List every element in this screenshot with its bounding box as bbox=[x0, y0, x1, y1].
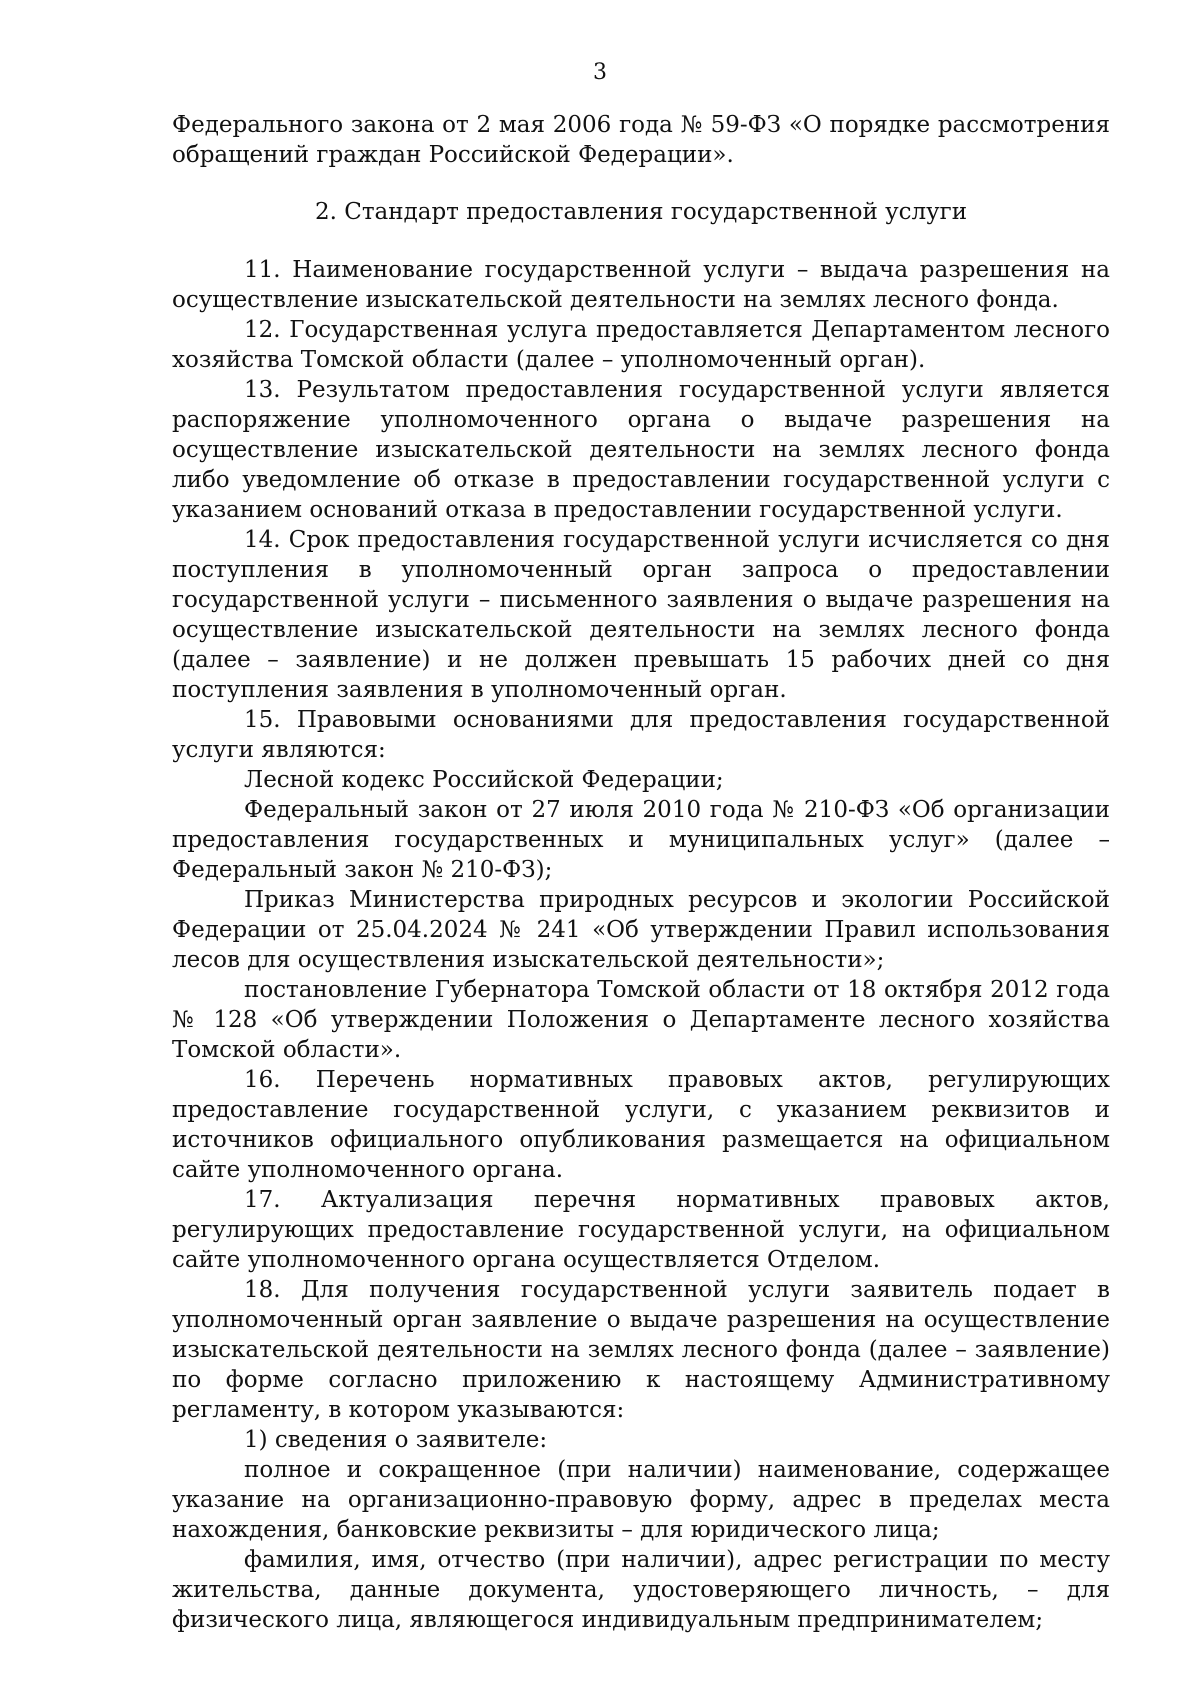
paragraph-12: 12. Государственная услуга предоставляется Департаментом лесного хозяйства Томской области (далее – уполномоченный орган). bbox=[172, 317, 1110, 373]
list-item-forest-code: Лесной кодекс Российской Федерации; bbox=[244, 767, 724, 793]
paragraph-17: 17. Актуализация перечня нормативных правовых актов, регулирующих предоставление государственной услуги, на официальном сайте уполномоченного органа осуществляется Отделом. bbox=[172, 1187, 1110, 1273]
list-item-governor-decree: постановление Губернатора Томской области от 18 октября 2012 года № 128 «Об утверждении Положения о Департаменте лесного хозяйства Томской области». bbox=[172, 977, 1110, 1063]
paragraph-18: 18. Для получения государственной услуги заявитель подает в уполномоченный орган заявление о выдаче разрешения на осуществление изыскательской деятельности на землях лесного фонда (далее – заявление) по форме согласно приложению к настоящему Административному регламенту, в котором указываются: bbox=[172, 1277, 1110, 1423]
subitem-legal-entity: полное и сокращенное (при наличии) наименование, содержащее указание на организационно-правовую форму, адрес в пределах места нахождения, банковские реквизиты – для юридического лица; bbox=[172, 1457, 1110, 1543]
page-number: 3 bbox=[593, 60, 607, 85]
paragraph-11: 11. Наименование государственной услуги – выдача разрешения на осуществление изыскательской деятельности на землях лесного фонда. bbox=[172, 257, 1110, 313]
paragraph-15: 15. Правовыми основаниями для предоставления государственной услуги являются: bbox=[172, 707, 1110, 763]
list-item-ministry-order: Приказ Министерства природных ресурсов и экологии Российской Федерации от 25.04.2024 № 241 «Об утверждении Правил использования лесов для осуществления изыскательской деятельности»; bbox=[172, 887, 1110, 973]
subitem-individual-entrepreneur: фамилия, имя, отчество (при наличии), адрес регистрации по месту жительства, данные документа, удостоверяющего личность, – для физического лица, являющегося индивидуальным предпринимателем; bbox=[172, 1547, 1110, 1633]
subitem-applicant-info: 1) сведения о заявителе: bbox=[244, 1427, 548, 1453]
paragraph-16: 16. Перечень нормативных правовых актов, регулирующих предоставление государственной услуги, с указанием реквизитов и источников официального опубликования размещается на официальном сайте уполномоченного органа. bbox=[172, 1067, 1110, 1183]
paragraph-13: 13. Результатом предоставления государственной услуги является распоряжение уполномоченного органа о выдаче разрешения на осуществление изыскательской деятельности на землях лесного фонда либо уведомление об отказе в предоставлении государственной услуги с указанием оснований отказа в предоставлении государственной услуги. bbox=[172, 377, 1110, 523]
section-heading: 2. Стандарт предоставления государственной услуги bbox=[314, 199, 968, 225]
intro-paragraph: Федерального закона от 2 мая 2006 года № 59-ФЗ «О порядке рассмотрения обращений граждан Российской Федерации». bbox=[172, 112, 1110, 168]
paragraph-14: 14. Срок предоставления государственной услуги исчисляется со дня поступления в уполномоченный орган запроса о предоставлении государственной услуги – письменного заявления о выдаче разрешения на осуществление изыскательской деятельности на землях лесного фонда (далее – заявление) и не должен превышать 15 рабочих дней со дня поступления заявления в уполномоченный орган. bbox=[172, 527, 1110, 703]
list-item-federal-law-210: Федеральный закон от 27 июля 2010 года № 210-ФЗ «Об организации предоставления государственных и муниципальных услуг» (далее – Федеральный закон № 210-ФЗ); bbox=[172, 797, 1110, 883]
document-body bbox=[172, 110, 1110, 1635]
